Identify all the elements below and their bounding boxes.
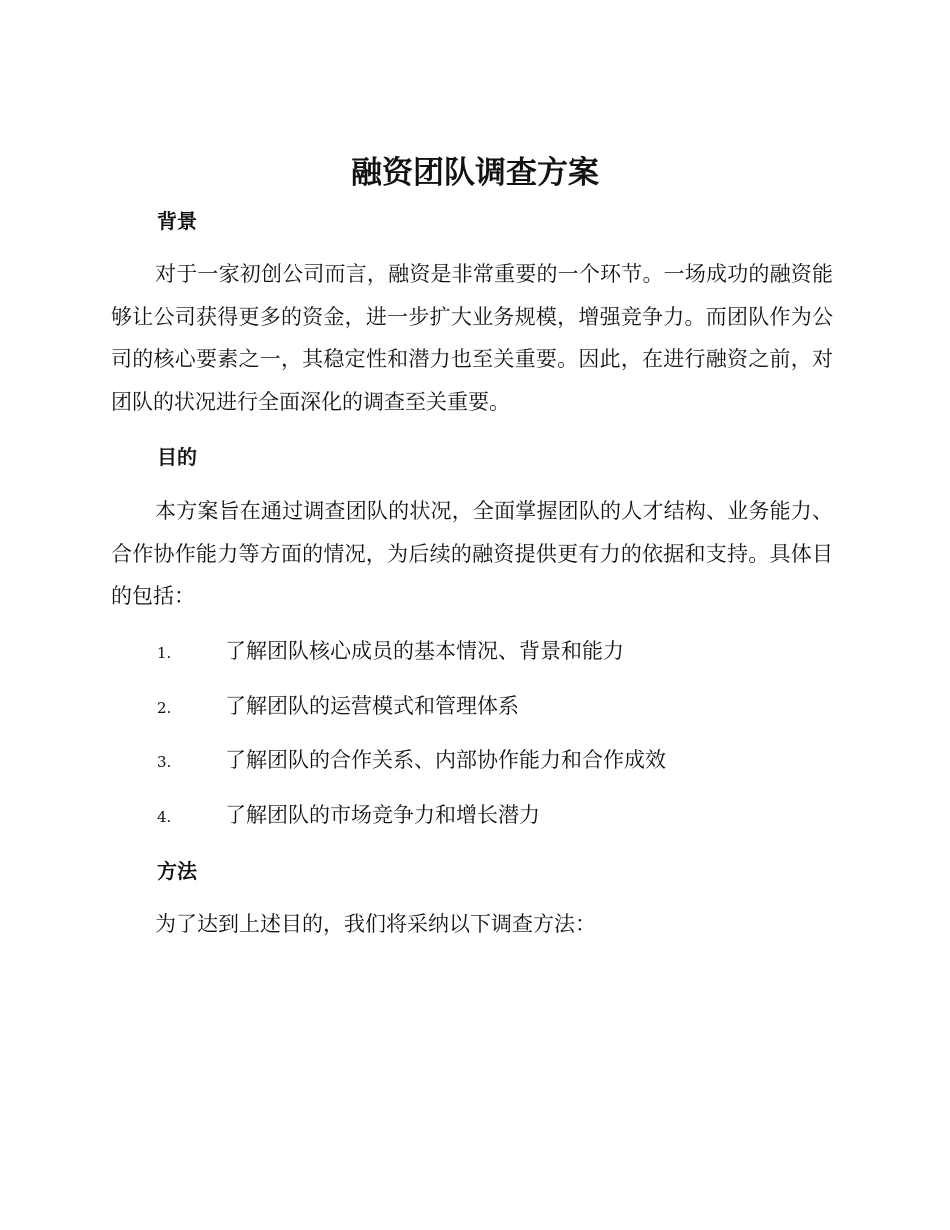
list-item-text: 了解团队的合作关系、内部协作能力和合作成效 (225, 748, 666, 772)
method-paragraph: 为了达到上述目的，我们将采纳以下调查方法： (155, 912, 596, 936)
list-item-number: 4. (157, 807, 172, 826)
section-heading-method: 方法 (157, 859, 197, 883)
background-paragraph: 对于一家初创公司而言，融资是非常重要的一个环节。一场成功的融资能够让公司获得更多的资金，进一步扩大业务规模，增强竞争力。而团队作为公司的核心要素之一，其稳定性和潜力也至关重要。因此，在进行融资之前，对团队的状况进行全面深化的调查至关重要。 (111, 262, 833, 414)
purpose-paragraph: 本方案旨在通过调查团队的状况，全面掌握团队的人才结构、业务能力、合作协作能力等方面的情况，为后续的融资提供更有力的依据和支持。具体目的包括： (111, 499, 833, 608)
section-heading-background: 背景 (157, 209, 197, 233)
section-heading-purpose: 目的 (157, 445, 197, 469)
document-title: 融资团队调查方案 (351, 155, 599, 191)
list-item-number: 1. (157, 644, 172, 662)
list-item-number: 2. (157, 698, 172, 717)
list-item-text: 了解团队的运营模式和管理体系 (225, 693, 519, 718)
list-item-text: 了解团队的市场竞争力和增长潜力 (225, 802, 540, 827)
list-item-number: 3. (157, 753, 172, 771)
list-item-text: 了解团队核心成员的基本情况、背景和能力 (225, 639, 624, 663)
